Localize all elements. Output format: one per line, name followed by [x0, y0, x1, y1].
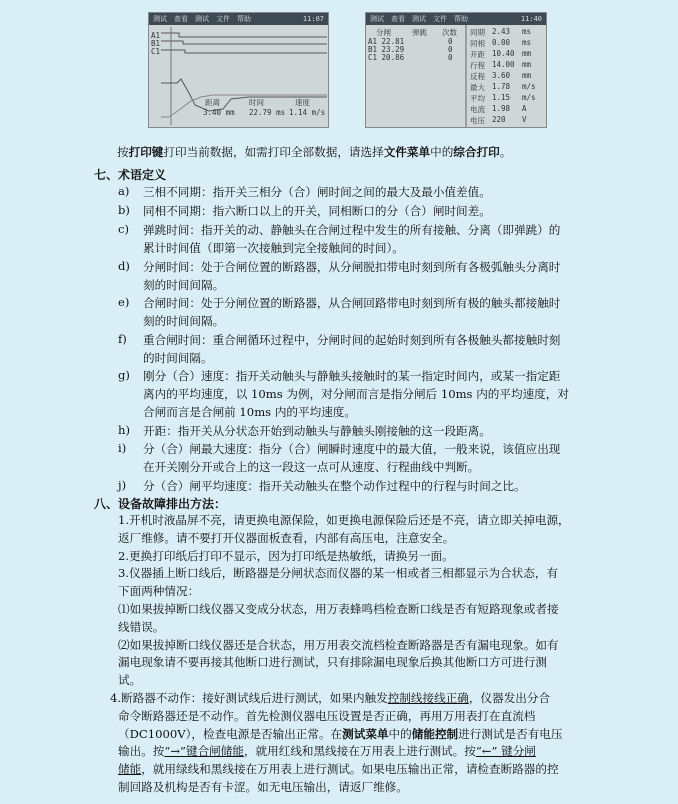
item-label: g)	[118, 368, 130, 382]
definition-line: 重合闸时间：重合闸循环过程中，分闸时间的起始时刻到所有各极触头都接触时刻	[143, 333, 561, 347]
definition-line: 三相不同期：指开关三相分（合）闸时间之间的最大及最小值差值。	[143, 185, 491, 199]
item-label: j)	[118, 478, 127, 492]
fault-line: 3.仪器插上断口线后，断路器是分闸状态而仪器的某一相或者三相都显示为合状态，有	[118, 566, 559, 581]
item-label: a)	[118, 184, 130, 198]
param-value: 1.15	[492, 93, 511, 102]
menu-item: 测试	[153, 15, 167, 23]
fault-line: 下面两种情况：	[118, 584, 200, 599]
fault-line	[110, 779, 563, 797]
menu-item: 测试	[370, 15, 384, 23]
definition-line: 同相不同期：指六断口以上的开关，同相断口的分（合）闸时间差。	[143, 204, 491, 218]
fault-line: 漏电现象请不要再接其他断口进行测试，只有排除漏电现象后换其他断口方可进行测	[118, 655, 547, 670]
result-count: 0	[448, 53, 453, 62]
text-run: ，仪器发出分合	[468, 691, 551, 705]
item-label: b)	[118, 203, 130, 217]
definition-text	[143, 367, 569, 421]
readout-label-time: 时间	[249, 98, 264, 107]
text-run: 4.断路器不动作：接好测试线后进行测试，如果内触发	[110, 691, 388, 705]
text-run: 按	[117, 145, 129, 159]
definition-line: 合闸时间：处于分闸位置的断路器，从合闸回路带电时刻到所有极的触头都接触时	[143, 296, 561, 310]
combined-print-term: 综合打印	[453, 145, 500, 159]
result-count: 0	[448, 37, 453, 46]
menu-item: 帮助	[454, 15, 468, 23]
param-unit: m/s	[522, 93, 536, 102]
param-unit: ms	[522, 27, 532, 36]
fault-line	[110, 743, 563, 761]
lcd-clock: 11:07	[302, 15, 324, 23]
result-row: B1 23.29	[368, 45, 405, 54]
param-value: 1.98	[492, 104, 511, 113]
param-name: 最大	[470, 83, 485, 92]
readout-label-speed: 速度	[295, 98, 310, 107]
fault-line	[110, 690, 563, 708]
param-value: 220	[492, 115, 506, 124]
definition-line: 刚分（合）速度：指开关动触头与静触头接触时的某一指定时间内，或某一指定距	[143, 369, 561, 383]
section-8-title: 八、设备故障排出方法：	[94, 497, 227, 511]
definition-text	[143, 422, 491, 440]
param-value: 0.00	[492, 38, 511, 47]
param-value: 10.40	[492, 49, 515, 58]
fault-line	[110, 726, 563, 744]
section-7-title: 七、术语定义	[94, 168, 167, 182]
readout-value-distance: 3.40 mm	[203, 108, 235, 117]
definition-text	[143, 477, 526, 495]
param-value: 14.00	[492, 60, 515, 69]
fault-line: ⑴如果拔掉断口线仪器又变成分状态，用万表蜂鸣档检查断口线是否有短路现象或者接	[118, 601, 559, 616]
fault-line: 试。	[118, 673, 142, 688]
item-label: d)	[118, 259, 130, 273]
definition-line: 刻的时间间隔。	[143, 314, 225, 328]
text-run: 命令断路器还是不动作。首先检测仪器电压设置是否正确，再用万用表打在直流档	[118, 708, 536, 723]
right-arrow-key-term: “→”	[164, 744, 186, 759]
menu-item: 帮助	[237, 15, 251, 23]
item-label: f)	[118, 332, 127, 346]
menu-item: 文件	[216, 15, 230, 23]
menu-item: 查看	[391, 15, 405, 23]
param-unit: mm	[522, 60, 532, 69]
channel-label: C1	[151, 47, 161, 56]
definition-line: 开距：指开关从分状态开始到动触头与静触头刚接触的这一段距离。	[143, 424, 491, 438]
definition-text	[143, 258, 560, 294]
left-arrow-key-term: “←” 键分闸	[475, 744, 536, 759]
print-key-term: 打印键	[128, 145, 164, 159]
test-menu-term: 测试菜单	[342, 726, 389, 741]
definition-line: 分闸时间：处于合闸位置的断路器，从分闸脱扣带电时刻到所有各极弧触头分离时	[143, 260, 561, 274]
open-energy-term: 储能	[118, 762, 142, 777]
definition-line: 在开关刚分开或合上的这一段这一点可从速度、行程曲线中判断。	[143, 460, 480, 474]
fault-line: 返厂维修。请不要打开仪器面板查看，内部有高压电，注意安全。	[118, 530, 455, 545]
close-energy-term: 键合闸储能	[185, 744, 244, 759]
param-name: 同相	[470, 39, 485, 48]
param-list	[470, 27, 544, 126]
definition-line: 离内的平均速度，以 10ms 为例，对分闸而言是指分闸后 10ms 内的平均速度，对	[143, 387, 569, 401]
channel-label: B1	[151, 39, 161, 48]
text-run: 制回路及机构是否有卡涩。如无电压输出，请返厂维修。	[118, 779, 408, 794]
troubleshooting-steps	[118, 512, 570, 690]
definition-text	[143, 440, 560, 476]
col-header: 次数	[442, 28, 457, 37]
param-name: 同期	[470, 28, 485, 37]
param-unit: V	[522, 115, 527, 124]
text-run: ，就用红线和黑线接在万用表上进行测试。按	[243, 744, 476, 759]
readout-label-distance: 距离	[205, 98, 220, 107]
param-unit: A	[522, 104, 527, 113]
text-run: 进行测试是否有电压	[458, 726, 563, 741]
result-row: C1 20.86	[368, 53, 405, 62]
param-name: 电流	[470, 105, 485, 114]
col-header: 分闸	[376, 28, 391, 37]
definition-text	[143, 294, 560, 330]
file-menu-term: 文件菜单	[383, 145, 431, 159]
param-value: 2.43	[492, 27, 511, 36]
readout-value-speed: 1.14 m/s	[289, 108, 326, 117]
item-label: h)	[118, 423, 130, 437]
definition-text	[143, 331, 560, 367]
param-name: 电压	[470, 116, 485, 125]
text-run: （DC1000V），检查电源是否输出正常。在	[118, 726, 343, 741]
channel-label: A1	[151, 31, 161, 40]
definition-line: 的时间间隔。	[143, 351, 213, 365]
param-name: 平均	[470, 94, 485, 103]
fault-line: 1.开机时液晶屏不亮，请更换电源保险，如更换电源保险后还是不亮，请立即关掉电源，	[118, 513, 570, 527]
param-name: 行程	[470, 61, 485, 70]
definition-line: 弹跳时间：指开关的动、静触头在合闸过程中发生的所有接触、分离（即弹跳）的	[143, 223, 561, 237]
definition-line: 合闸而言是合闸前 10ms 内的平均速度。	[143, 405, 356, 419]
result-count: 0	[448, 45, 453, 54]
text-run: ，就用绿线和黑线接在万用表上进行测试。如果电压输出正常，请检查断路器的控	[141, 762, 559, 777]
fault-line: 线错误。	[118, 619, 165, 634]
lcd-waveform-screen	[148, 12, 329, 128]
param-value: 1.78	[492, 82, 511, 91]
lcd-clock: 11:40	[520, 15, 542, 23]
lcd-results-screen	[365, 12, 547, 128]
readout-value-time: 22.79 ms	[249, 108, 286, 117]
col-header: 弹跳	[412, 28, 427, 37]
fault-line	[110, 761, 563, 779]
result-row: A1 22.81	[368, 37, 405, 46]
param-value: 3.60	[492, 71, 511, 80]
fault-line	[110, 708, 563, 726]
definition-line: 分（合）闸平均速度：指开关动触头在整个动作过程中的行程与时间之比。	[143, 479, 526, 493]
item-label: e)	[118, 295, 130, 309]
control-wiring-term: 控制线接线正确	[387, 691, 469, 705]
param-unit: ms	[522, 38, 532, 47]
fault-line: ⑵如果拔掉断口线仪器还是合状态，用万用表交流档检查断路器是否有漏电现象。如有	[118, 637, 559, 652]
definition-text	[143, 183, 491, 201]
param-unit: mm	[522, 71, 532, 80]
menu-item: 测试	[195, 15, 209, 23]
definition-line: 刻的时间间隔。	[143, 278, 225, 292]
param-name: 开距	[470, 50, 485, 59]
item-label: i)	[118, 441, 127, 455]
param-name: 反程	[470, 72, 485, 81]
definition-line: 累计时间值（即第一次接触到完全接触间的时间）。	[143, 241, 404, 255]
definition-line: 分（合）闸最大速度：指分（合）闸瞬时速度中的最大值，一般来说，该值应出现	[143, 442, 561, 456]
item-label: c)	[118, 222, 130, 236]
menu-item: 测试	[412, 15, 426, 23]
menu-item: 文件	[433, 15, 447, 23]
text-run: 输出。按	[118, 744, 165, 759]
param-unit: mm	[522, 49, 532, 58]
print-note	[117, 144, 511, 162]
fault-item-4	[110, 690, 563, 797]
text-run: 中的	[430, 145, 454, 159]
energy-control-term: 储能控制	[411, 726, 459, 741]
text-run: 。	[499, 145, 512, 159]
param-unit: m/s	[522, 82, 536, 91]
menu-item: 查看	[174, 15, 188, 23]
fault-line: 2.更换打印纸后打印不显示，因为打印纸是热敏纸，请换另一面。	[118, 548, 454, 563]
text-run: 打印当前数据，如需打印全部数据，请选择	[163, 145, 384, 159]
text-run: 中的	[388, 726, 412, 741]
definition-text	[143, 202, 491, 220]
definition-text	[143, 221, 560, 257]
